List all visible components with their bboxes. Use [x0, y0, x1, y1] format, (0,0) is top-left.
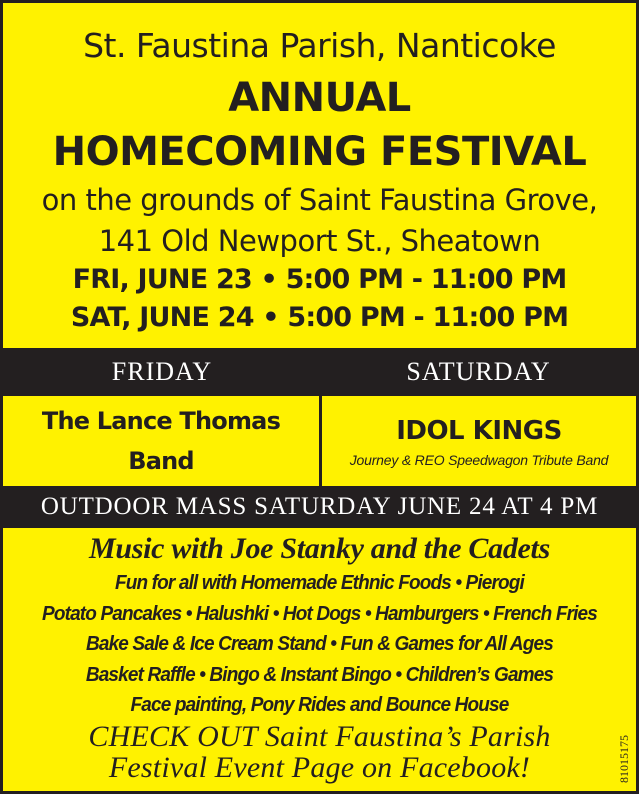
friday-band-line2: Band: [128, 447, 194, 475]
feature-line: Fun for all with Homemade Ethnic Foods • Pierogi: [114, 572, 524, 594]
ad-number: 81015175: [617, 735, 631, 783]
saturday-band: [322, 396, 636, 486]
band-lineup: [3, 396, 636, 486]
location-line: on the grounds of Saint Faustina Grove,: [41, 183, 598, 217]
music-line: Music with Joe Stanky and the Cadets: [89, 532, 550, 565]
saturday-band-name: IDOL KINGS: [396, 416, 562, 446]
saturday-label: SATURDAY: [406, 357, 551, 386]
feature-line: Potato Pancakes • Halushki • Hot Dogs • Hamburgers • French Fries: [42, 602, 597, 625]
feature-line: Basket Raffle • Bingo & Instant Bingo • Children’s Games: [85, 663, 554, 686]
feature-line: Face painting, Pony Rides and Bounce House: [130, 694, 509, 716]
friday-label: FRIDAY: [111, 357, 213, 386]
saturday-band-description: Journey & REO Speedwagon Tribute Band: [349, 452, 609, 468]
friday-band: [3, 396, 322, 486]
festival-title: HOMECOMING FESTIVAL: [52, 129, 587, 175]
outdoor-mass-banner: OUTDOOR MASS SATURDAY JUNE 24 AT 4 PM: [3, 486, 636, 528]
features-section: [3, 530, 636, 783]
facebook-cta-line2: Festival Event Page on Facebook!: [108, 750, 531, 784]
header-section: [3, 3, 636, 337]
facebook-cta-line1: CHECK OUT Saint Faustina’s Parish: [88, 719, 551, 753]
feature-line: Bake Sale & Ice Cream Stand • Fun & Games for All Ages: [86, 633, 553, 655]
friday-band-line1: The Lance Thomas: [41, 407, 281, 435]
friday-date: FRI, JUNE 23 • 5:00 PM - 11:00 PM: [72, 264, 567, 295]
saturday-date: SAT, JUNE 24 • 5:00 PM - 11:00 PM: [70, 302, 569, 333]
day-header-bar: [3, 348, 636, 396]
parish-name: St. Faustina Parish, Nanticoke: [83, 26, 556, 65]
annual-heading: ANNUAL: [228, 75, 411, 121]
address-line: 141 Old Newport St., Sheatown: [98, 224, 541, 258]
